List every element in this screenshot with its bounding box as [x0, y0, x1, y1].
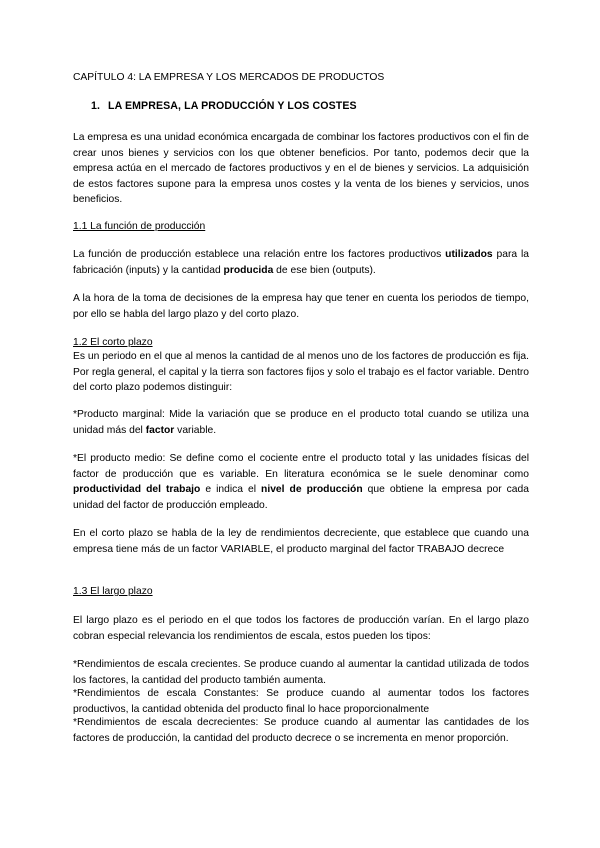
production-function-paragraph	[73, 247, 529, 278]
bold-utilizados: utilizados	[445, 249, 493, 260]
section-number: 1.	[91, 100, 101, 112]
time-periods-paragraph: A la hora de la toma de decisiones de la empresa hay que tener en cuenta los periodos de tiempo, por ello se habla del largo plazo y del corto plazo.	[73, 293, 529, 320]
section-heading	[91, 99, 511, 115]
section-title: LA EMPRESA, LA PRODUCCIÓN Y LOS COSTES	[108, 100, 357, 112]
text-run: de ese bien (outputs).	[273, 264, 376, 276]
text-run: *Producto marginal: Mide la variación que se produce en el producto total cuando se utiliza una unidad más del	[73, 409, 529, 436]
subsection-heading-1-1: 1.1 La función de producción	[73, 221, 206, 232]
bold-factor: factor	[145, 424, 175, 436]
long-run-paragraph: El largo plazo es el periodo en el que todos los factores de producción varían. En el largo plazo cobran especial relevancia los rendimientos de escala, estos pueden los tipos:	[73, 615, 529, 642]
marginal-product-paragraph	[73, 407, 529, 438]
text-run: que obtiene la empresa por cada unidad del factor de producción empleado.	[73, 484, 529, 511]
text-run: e indica el	[200, 484, 262, 496]
short-run-paragraph: Es un periodo en el que al menos la cantidad de al menos uno de los factores de producción es fija. Por regla general, el capital y la tierra son factores fijos y solo el trabajo es el factor variable. Dentro del corto plazo podemos distinguir:	[73, 351, 529, 394]
increasing-returns-paragraph: *Rendimientos de escala crecientes. Se produce cuando al aumentar la cantidad utilizada de todos los factores, la cantidad del producto también aumenta.	[73, 659, 529, 686]
text-run: La función de producción establece una relación entre los factores productivos	[73, 249, 446, 260]
text-run: para la fabricación (inputs) y la cantidad	[73, 249, 529, 276]
bold-productividad: productividad del trabajo	[73, 484, 201, 496]
average-product-paragraph	[73, 451, 529, 513]
chapter-title: CAPÍTULO 4: LA EMPRESA Y LOS MERCADOS DE PRODUCTOS	[73, 72, 385, 83]
constant-returns-paragraph: *Rendimientos de escala Constantes: Se produce cuando al aumentar todos los factores productivos, la cantidad obtenida del producto final lo hace proporcionalmente	[73, 688, 529, 715]
intro-paragraph: La empresa es una unidad económica encargada de combinar los factores productivos con el fin de crear unos bienes y servicios con los que obtener beneficios. Por tanto, podemos decir que la empresa actúa en el mercado de factores productivos y en el de bienes y servicios. La adquisición de estos factores supone para la empresa unos costes y la venta de los bienes y servicios, unos beneficios.	[73, 132, 529, 206]
subsection-heading-1-3: 1.3 El largo plazo	[73, 586, 153, 597]
bold-nivel-produccion: nivel de producción	[261, 484, 363, 496]
text-run: *El producto medio: Se define como el cociente entre el producto total y las unidades físicas del factor de producción que es variable. En literatura económica se le suele denominar como	[73, 453, 529, 480]
subsection-heading-1-2: 1.2 El corto plazo	[73, 337, 153, 348]
bold-producida: producida	[223, 264, 274, 276]
decreasing-returns-paragraph: *Rendimientos de escala decrecientes: Se produce cuando al aumentar las cantidades de los factores de producción, la cantidad del producto decrece o se incrementa en menor proporción.	[73, 717, 529, 744]
diminishing-returns-paragraph: En el corto plazo se habla de la ley de rendimientos decreciente, que establece que cuando una empresa tiene más de un factor VARIABLE, el producto marginal del factor TRABAJO decrece	[73, 528, 529, 555]
text-run: variable.	[174, 424, 217, 436]
